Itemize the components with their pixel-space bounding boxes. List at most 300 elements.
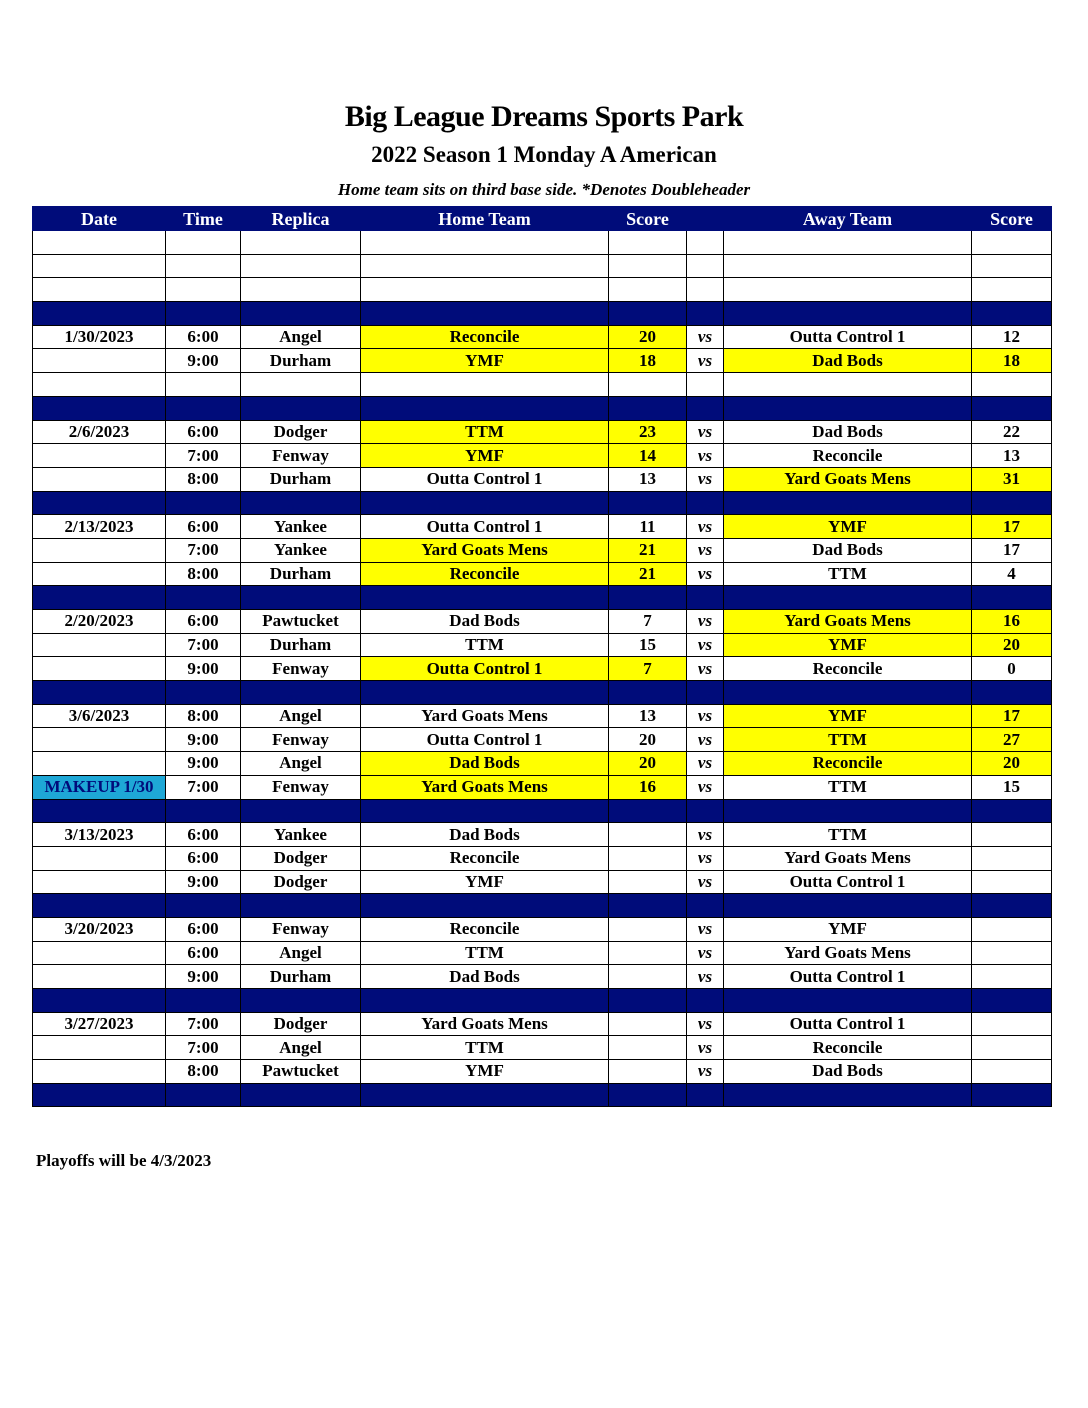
home-score-cell xyxy=(609,917,687,941)
away-team-cell xyxy=(724,491,972,515)
away-score-cell xyxy=(972,396,1052,420)
time-cell xyxy=(166,278,241,302)
time-cell: 8:00 xyxy=(166,1060,241,1084)
home-team-cell: Reconcile xyxy=(361,846,609,870)
date-cell: 2/20/2023 xyxy=(33,610,166,634)
replica-cell xyxy=(241,894,361,918)
time-cell xyxy=(166,396,241,420)
away-score-cell: 16 xyxy=(972,610,1052,634)
page-subtitle: 2022 Season 1 Monday A American xyxy=(371,142,717,167)
home-team-cell: TTM xyxy=(361,633,609,657)
home-team-cell: Outta Control 1 xyxy=(361,728,609,752)
home-score-cell xyxy=(609,894,687,918)
replica-cell: Angel xyxy=(241,1036,361,1060)
vs-cell: vs xyxy=(687,349,724,373)
game-row xyxy=(33,870,1052,894)
home-score-cell xyxy=(609,491,687,515)
vs-cell: vs xyxy=(687,444,724,468)
away-team-cell xyxy=(724,278,972,302)
date-cell xyxy=(33,633,166,657)
away-score-cell: 31 xyxy=(972,467,1052,491)
vs-cell xyxy=(687,799,724,823)
home-team-cell: Outta Control 1 xyxy=(361,515,609,539)
time-cell xyxy=(166,1083,241,1107)
replica-cell: Dodger xyxy=(241,870,361,894)
header-home-team: Home Team xyxy=(361,207,609,231)
vs-cell: vs xyxy=(687,823,724,847)
time-cell: 6:00 xyxy=(166,420,241,444)
game-row xyxy=(33,444,1052,468)
away-score-cell xyxy=(972,1060,1052,1084)
date-cell xyxy=(33,752,166,776)
replica-cell xyxy=(241,254,361,278)
home-score-cell xyxy=(609,586,687,610)
home-score-cell: 23 xyxy=(609,420,687,444)
replica-cell: Angel xyxy=(241,325,361,349)
vs-cell xyxy=(687,989,724,1013)
away-score-cell xyxy=(972,231,1052,255)
date-cell xyxy=(33,373,166,397)
date-cell xyxy=(33,1036,166,1060)
away-score-cell xyxy=(972,989,1052,1013)
home-team-cell xyxy=(361,396,609,420)
vs-cell: vs xyxy=(687,633,724,657)
vs-cell xyxy=(687,396,724,420)
time-cell xyxy=(166,989,241,1013)
home-team-cell: TTM xyxy=(361,420,609,444)
away-score-cell xyxy=(972,302,1052,326)
time-cell: 6:00 xyxy=(166,610,241,634)
time-cell: 6:00 xyxy=(166,325,241,349)
time-cell: 9:00 xyxy=(166,349,241,373)
time-cell: 8:00 xyxy=(166,562,241,586)
home-score-cell: 21 xyxy=(609,562,687,586)
game-row xyxy=(33,515,1052,539)
home-score-cell: 21 xyxy=(609,538,687,562)
time-cell: 7:00 xyxy=(166,775,241,799)
vs-cell: vs xyxy=(687,562,724,586)
empty-row xyxy=(33,373,1052,397)
date-cell xyxy=(33,657,166,681)
away-score-cell xyxy=(972,254,1052,278)
away-score-cell xyxy=(972,846,1052,870)
time-cell: 9:00 xyxy=(166,870,241,894)
game-row xyxy=(33,941,1052,965)
away-score-cell xyxy=(972,278,1052,302)
away-score-cell xyxy=(972,1036,1052,1060)
time-cell: 9:00 xyxy=(166,657,241,681)
home-score-cell: 20 xyxy=(609,752,687,776)
home-team-cell xyxy=(361,302,609,326)
home-score-cell xyxy=(609,373,687,397)
date-cell xyxy=(33,586,166,610)
replica-cell: Fenway xyxy=(241,657,361,681)
vs-cell: vs xyxy=(687,325,724,349)
time-cell: 7:00 xyxy=(166,633,241,657)
away-score-cell xyxy=(972,681,1052,705)
date-cell xyxy=(33,799,166,823)
game-row xyxy=(33,420,1052,444)
home-score-cell xyxy=(609,799,687,823)
time-cell: 6:00 xyxy=(166,917,241,941)
home-score-cell: 16 xyxy=(609,775,687,799)
away-team-cell: Outta Control 1 xyxy=(724,325,972,349)
away-score-cell xyxy=(972,373,1052,397)
away-score-cell xyxy=(972,870,1052,894)
playoffs-note: Playoffs will be 4/3/2023 xyxy=(36,1151,212,1170)
replica-cell: Durham xyxy=(241,562,361,586)
vs-cell xyxy=(687,894,724,918)
home-score-cell: 20 xyxy=(609,325,687,349)
date-cell xyxy=(33,1060,166,1084)
replica-cell: Pawtucket xyxy=(241,1060,361,1084)
game-row xyxy=(33,775,1052,799)
date-cell xyxy=(33,728,166,752)
game-row xyxy=(33,349,1052,373)
home-score-cell: 20 xyxy=(609,728,687,752)
home-score-cell xyxy=(609,1036,687,1060)
schedule-body xyxy=(33,231,1052,1107)
vs-cell xyxy=(687,231,724,255)
away-team-cell: Yard Goats Mens xyxy=(724,467,972,491)
vs-cell: vs xyxy=(687,657,724,681)
vs-cell xyxy=(687,373,724,397)
header-vs xyxy=(687,207,724,231)
home-team-cell: Dad Bods xyxy=(361,610,609,634)
home-score-cell xyxy=(609,965,687,989)
replica-cell: Angel xyxy=(241,752,361,776)
replica-cell: Fenway xyxy=(241,444,361,468)
home-team-cell: Dad Bods xyxy=(361,823,609,847)
vs-cell: vs xyxy=(687,965,724,989)
schedule-note: Home team sits on third base side. *Denotes Doubleheader xyxy=(337,180,751,199)
vs-cell: vs xyxy=(687,941,724,965)
home-team-cell xyxy=(361,278,609,302)
away-team-cell xyxy=(724,989,972,1013)
time-cell: 9:00 xyxy=(166,965,241,989)
date-cell xyxy=(33,846,166,870)
away-team-cell xyxy=(724,894,972,918)
date-cell xyxy=(33,989,166,1013)
home-team-cell: YMF xyxy=(361,349,609,373)
replica-cell xyxy=(241,681,361,705)
week-separator-row xyxy=(33,302,1052,326)
home-team-cell: TTM xyxy=(361,941,609,965)
home-team-cell: TTM xyxy=(361,1036,609,1060)
replica-cell xyxy=(241,491,361,515)
replica-cell xyxy=(241,396,361,420)
vs-cell xyxy=(687,1083,724,1107)
date-cell xyxy=(33,231,166,255)
home-team-cell: Dad Bods xyxy=(361,752,609,776)
home-score-cell xyxy=(609,681,687,705)
date-cell xyxy=(33,278,166,302)
time-cell xyxy=(166,302,241,326)
home-team-cell xyxy=(361,989,609,1013)
home-score-cell: 13 xyxy=(609,704,687,728)
time-cell xyxy=(166,491,241,515)
away-score-cell xyxy=(972,586,1052,610)
time-cell: 7:00 xyxy=(166,538,241,562)
away-score-cell: 0 xyxy=(972,657,1052,681)
vs-cell: vs xyxy=(687,420,724,444)
game-row xyxy=(33,657,1052,681)
date-cell xyxy=(33,965,166,989)
home-team-cell: Outta Control 1 xyxy=(361,657,609,681)
away-team-cell: Outta Control 1 xyxy=(724,1012,972,1036)
vs-cell: vs xyxy=(687,917,724,941)
time-cell xyxy=(166,254,241,278)
away-team-cell: Reconcile xyxy=(724,1036,972,1060)
game-row xyxy=(33,562,1052,586)
home-team-cell: Reconcile xyxy=(361,325,609,349)
home-team-cell xyxy=(361,586,609,610)
home-score-cell xyxy=(609,823,687,847)
time-cell: 7:00 xyxy=(166,1012,241,1036)
header-away-score: Score xyxy=(972,207,1052,231)
replica-cell xyxy=(241,373,361,397)
home-team-cell xyxy=(361,491,609,515)
date-cell: 3/20/2023 xyxy=(33,917,166,941)
home-score-cell xyxy=(609,1012,687,1036)
week-separator-row xyxy=(33,396,1052,420)
replica-cell: Dodger xyxy=(241,1012,361,1036)
home-team-cell: YMF xyxy=(361,1060,609,1084)
replica-cell: Yankee xyxy=(241,823,361,847)
away-team-cell xyxy=(724,681,972,705)
away-score-cell xyxy=(972,823,1052,847)
date-cell: 2/13/2023 xyxy=(33,515,166,539)
away-team-cell: YMF xyxy=(724,704,972,728)
time-cell: 7:00 xyxy=(166,444,241,468)
header-away-team: Away Team xyxy=(724,207,972,231)
home-score-cell xyxy=(609,1083,687,1107)
home-score-cell xyxy=(609,278,687,302)
time-cell: 7:00 xyxy=(166,1036,241,1060)
game-row xyxy=(33,1012,1052,1036)
header-time: Time xyxy=(166,207,241,231)
replica-cell: Fenway xyxy=(241,775,361,799)
away-score-cell: 15 xyxy=(972,775,1052,799)
home-score-cell: 14 xyxy=(609,444,687,468)
away-score-cell xyxy=(972,1083,1052,1107)
home-score-cell: 11 xyxy=(609,515,687,539)
away-score-cell xyxy=(972,965,1052,989)
home-team-cell: Yard Goats Mens xyxy=(361,538,609,562)
replica-cell xyxy=(241,989,361,1013)
home-score-cell: 7 xyxy=(609,657,687,681)
date-cell xyxy=(33,870,166,894)
week-separator-row xyxy=(33,989,1052,1013)
home-score-cell: 13 xyxy=(609,467,687,491)
schedule-table xyxy=(32,206,1052,1107)
date-cell: 3/6/2023 xyxy=(33,704,166,728)
away-team-cell xyxy=(724,231,972,255)
away-score-cell xyxy=(972,1012,1052,1036)
vs-cell: vs xyxy=(687,752,724,776)
time-cell: 8:00 xyxy=(166,704,241,728)
header-home-score: Score xyxy=(609,207,687,231)
away-score-cell: 13 xyxy=(972,444,1052,468)
date-cell xyxy=(33,396,166,420)
away-score-cell: 12 xyxy=(972,325,1052,349)
game-row xyxy=(33,704,1052,728)
vs-cell: vs xyxy=(687,1060,724,1084)
home-score-cell: 15 xyxy=(609,633,687,657)
replica-cell: Yankee xyxy=(241,515,361,539)
empty-row xyxy=(33,231,1052,255)
vs-cell: vs xyxy=(687,1036,724,1060)
away-team-cell xyxy=(724,586,972,610)
away-team-cell: Reconcile xyxy=(724,657,972,681)
home-score-cell xyxy=(609,870,687,894)
home-team-cell xyxy=(361,254,609,278)
away-team-cell: Yard Goats Mens xyxy=(724,941,972,965)
home-team-cell: Yard Goats Mens xyxy=(361,704,609,728)
away-score-cell: 22 xyxy=(972,420,1052,444)
date-cell xyxy=(33,302,166,326)
away-team-cell: TTM xyxy=(724,728,972,752)
away-team-cell xyxy=(724,254,972,278)
away-team-cell: Outta Control 1 xyxy=(724,965,972,989)
away-score-cell: 20 xyxy=(972,633,1052,657)
vs-cell: vs xyxy=(687,728,724,752)
date-cell xyxy=(33,491,166,515)
game-row xyxy=(33,917,1052,941)
game-row xyxy=(33,965,1052,989)
replica-cell: Durham xyxy=(241,633,361,657)
date-cell xyxy=(33,538,166,562)
time-cell: 9:00 xyxy=(166,752,241,776)
away-team-cell: TTM xyxy=(724,562,972,586)
away-team-cell: YMF xyxy=(724,515,972,539)
home-score-cell xyxy=(609,231,687,255)
time-cell xyxy=(166,799,241,823)
home-team-cell xyxy=(361,373,609,397)
away-score-cell: 27 xyxy=(972,728,1052,752)
game-row xyxy=(33,467,1052,491)
away-team-cell: Yard Goats Mens xyxy=(724,610,972,634)
away-team-cell xyxy=(724,373,972,397)
home-team-cell xyxy=(361,231,609,255)
empty-row xyxy=(33,278,1052,302)
date-cell xyxy=(33,467,166,491)
away-score-cell xyxy=(972,917,1052,941)
home-team-cell xyxy=(361,799,609,823)
away-team-cell xyxy=(724,799,972,823)
vs-cell: vs xyxy=(687,467,724,491)
game-row xyxy=(33,846,1052,870)
away-score-cell: 17 xyxy=(972,704,1052,728)
time-cell: 6:00 xyxy=(166,941,241,965)
vs-cell: vs xyxy=(687,515,724,539)
away-score-cell: 17 xyxy=(972,538,1052,562)
date-cell: 1/30/2023 xyxy=(33,325,166,349)
away-team-cell xyxy=(724,302,972,326)
header-replica: Replica xyxy=(241,207,361,231)
away-score-cell xyxy=(972,894,1052,918)
away-team-cell: TTM xyxy=(724,775,972,799)
replica-cell: Pawtucket xyxy=(241,610,361,634)
time-cell xyxy=(166,231,241,255)
week-separator-row xyxy=(33,681,1052,705)
away-team-cell: YMF xyxy=(724,917,972,941)
home-team-cell: YMF xyxy=(361,444,609,468)
away-score-cell xyxy=(972,491,1052,515)
time-cell: 6:00 xyxy=(166,823,241,847)
away-score-cell: 4 xyxy=(972,562,1052,586)
vs-cell xyxy=(687,302,724,326)
date-cell xyxy=(33,349,166,373)
date-cell xyxy=(33,941,166,965)
header-date: Date xyxy=(33,207,166,231)
replica-cell: Dodger xyxy=(241,420,361,444)
game-row xyxy=(33,823,1052,847)
vs-cell xyxy=(687,278,724,302)
game-row xyxy=(33,1036,1052,1060)
date-cell: 3/27/2023 xyxy=(33,1012,166,1036)
home-score-cell: 18 xyxy=(609,349,687,373)
date-cell xyxy=(33,562,166,586)
home-team-cell: Outta Control 1 xyxy=(361,467,609,491)
away-team-cell: Reconcile xyxy=(724,444,972,468)
date-cell: 2/6/2023 xyxy=(33,420,166,444)
replica-cell xyxy=(241,231,361,255)
replica-cell: Angel xyxy=(241,704,361,728)
date-cell xyxy=(33,444,166,468)
replica-cell xyxy=(241,799,361,823)
time-cell: 9:00 xyxy=(166,728,241,752)
page-title: Big League Dreams Sports Park xyxy=(344,100,744,133)
date-cell xyxy=(33,681,166,705)
game-row xyxy=(33,325,1052,349)
home-score-cell xyxy=(609,989,687,1013)
replica-cell xyxy=(241,278,361,302)
vs-cell xyxy=(687,254,724,278)
table-header-row xyxy=(33,207,1052,231)
home-team-cell: Reconcile xyxy=(361,562,609,586)
replica-cell: Fenway xyxy=(241,728,361,752)
home-score-cell xyxy=(609,1060,687,1084)
replica-cell xyxy=(241,1083,361,1107)
away-team-cell: Dad Bods xyxy=(724,349,972,373)
date-cell xyxy=(33,1083,166,1107)
vs-cell: vs xyxy=(687,538,724,562)
date-cell xyxy=(33,894,166,918)
home-team-cell xyxy=(361,894,609,918)
home-team-cell: Dad Bods xyxy=(361,965,609,989)
home-score-cell xyxy=(609,941,687,965)
home-score-cell: 7 xyxy=(609,610,687,634)
away-score-cell xyxy=(972,941,1052,965)
game-row xyxy=(33,633,1052,657)
week-separator-row xyxy=(33,586,1052,610)
home-team-cell: Yard Goats Mens xyxy=(361,1012,609,1036)
time-cell xyxy=(166,894,241,918)
away-team-cell: Reconcile xyxy=(724,752,972,776)
game-row xyxy=(33,728,1052,752)
away-team-cell: TTM xyxy=(724,823,972,847)
away-score-cell: 18 xyxy=(972,349,1052,373)
away-team-cell: Dad Bods xyxy=(724,1060,972,1084)
time-cell: 6:00 xyxy=(166,515,241,539)
game-row xyxy=(33,1060,1052,1084)
vs-cell xyxy=(687,586,724,610)
home-team-cell: YMF xyxy=(361,870,609,894)
replica-cell: Durham xyxy=(241,965,361,989)
home-team-cell: Yard Goats Mens xyxy=(361,775,609,799)
replica-cell: Durham xyxy=(241,349,361,373)
